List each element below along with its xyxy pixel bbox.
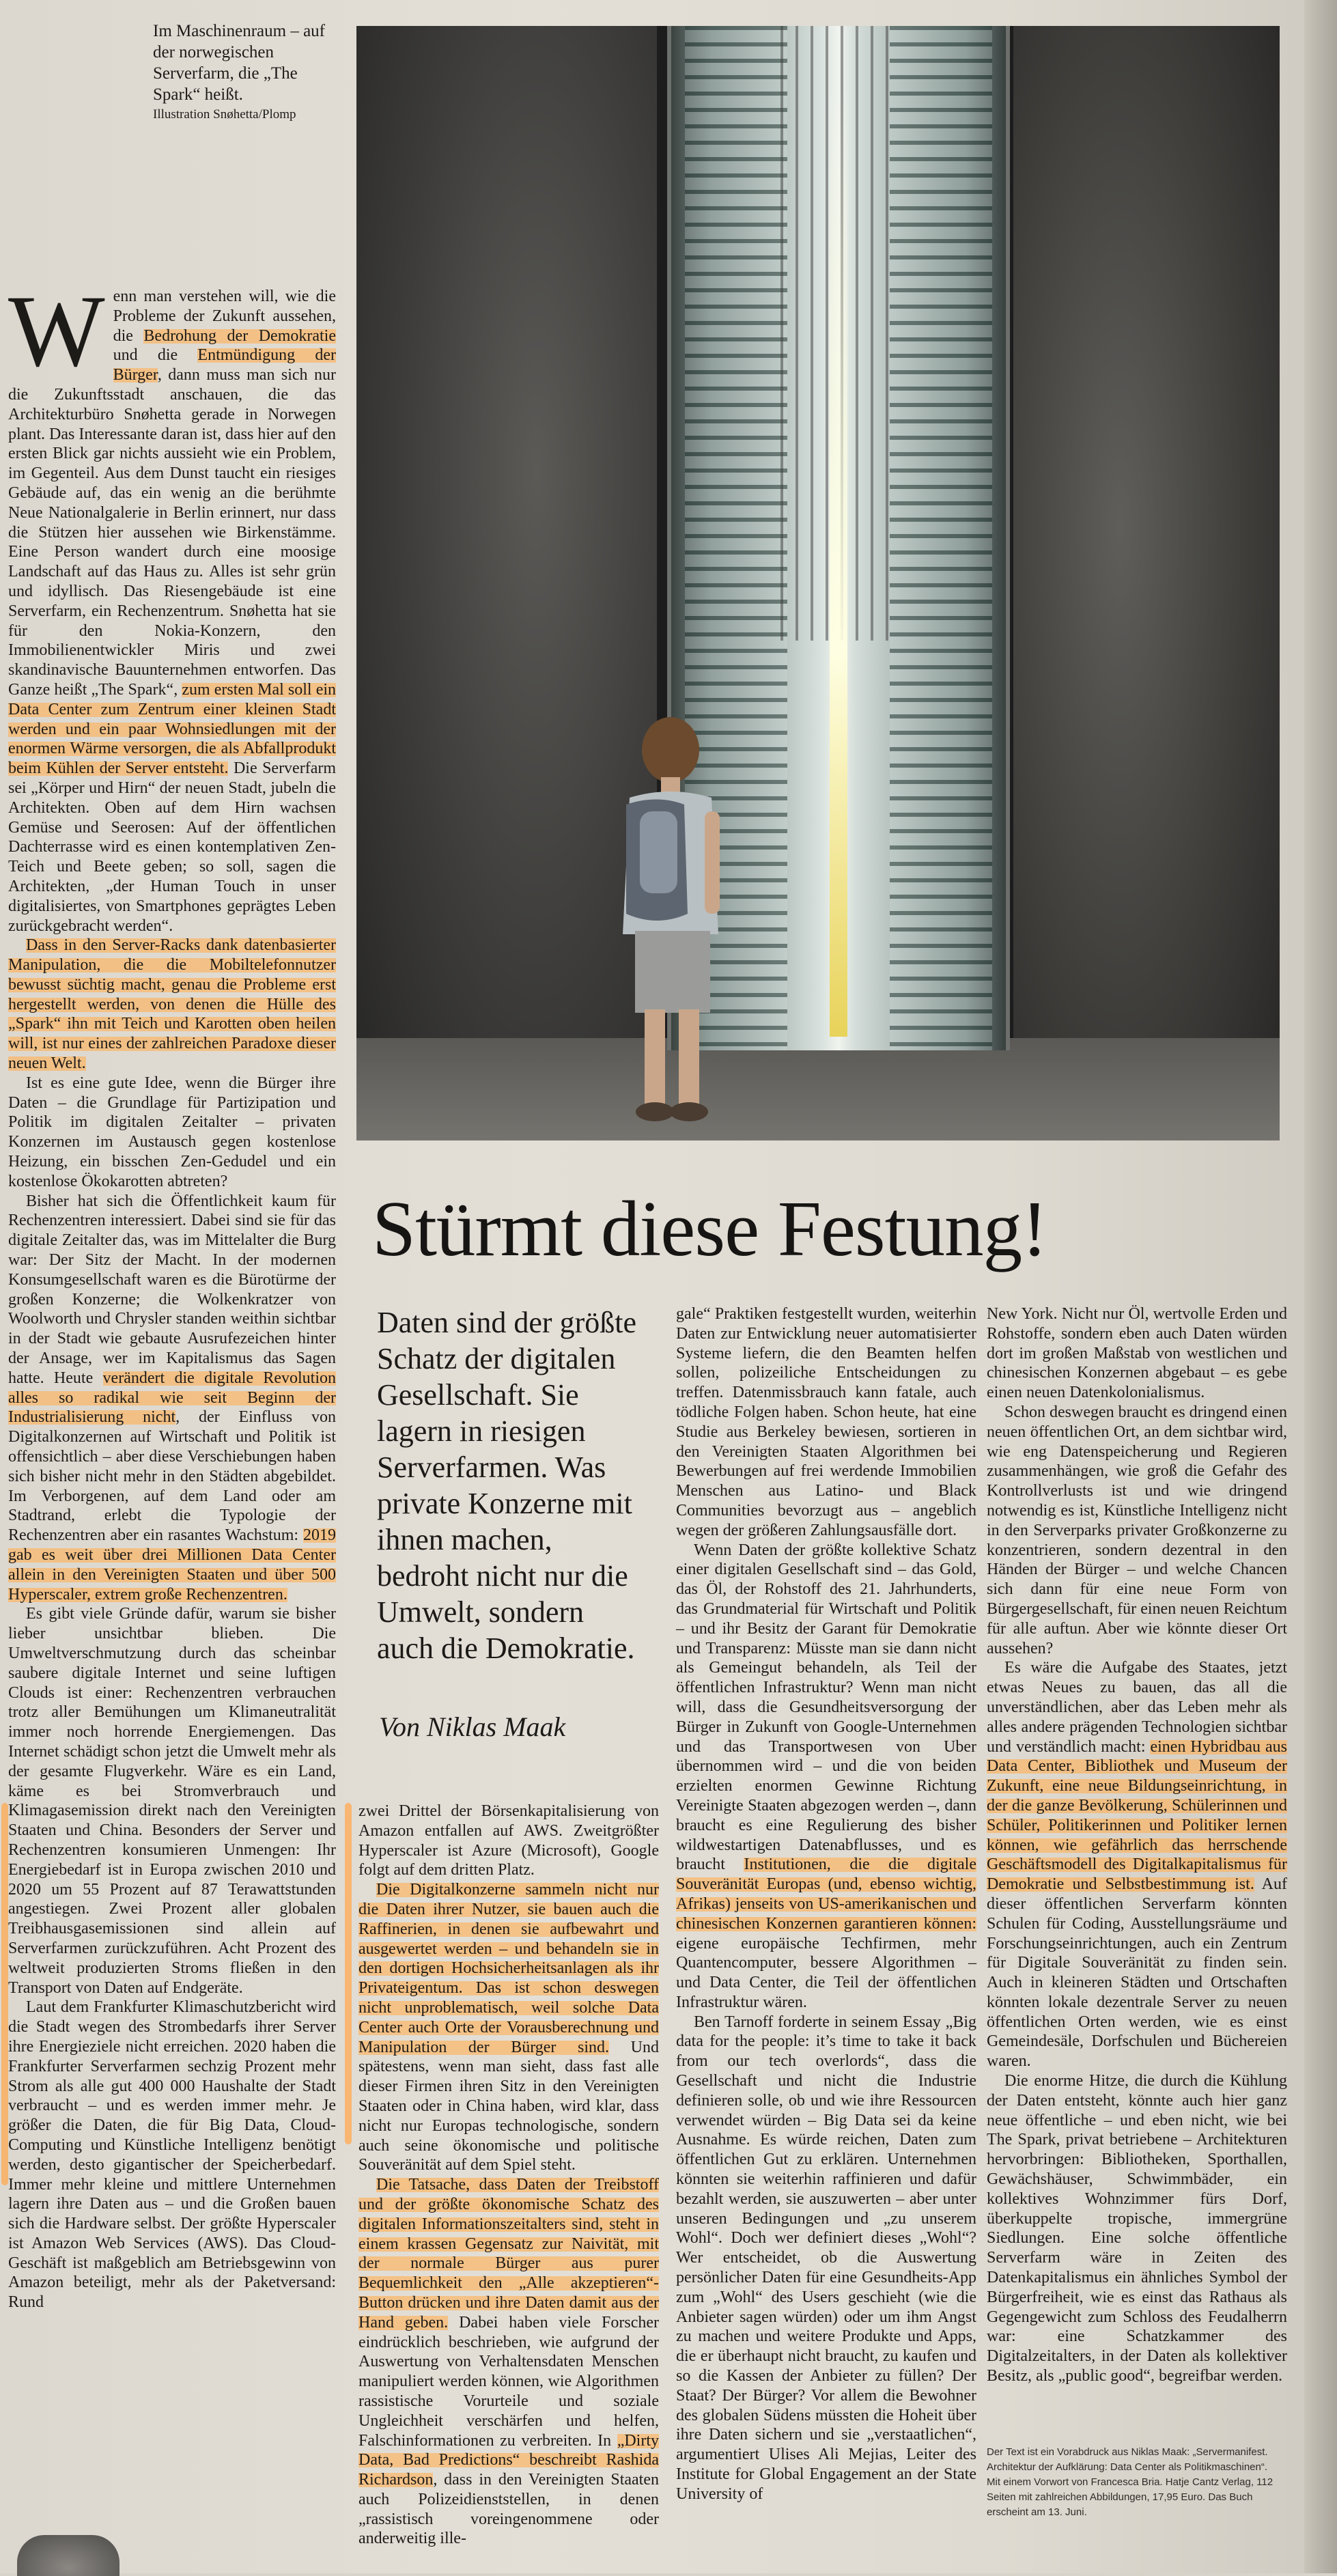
article-column-3: [676, 1304, 976, 2504]
book-footnote: Der Text ist ein Vorabdruck aus Niklas Maak: „Servermanifest. Architektur der Aufklärung: Data Center als Politikmaschinen“. Mit einem Vorwort von Francesca Bria. Hatje Cantz Verlag, 112 Seiten mit zahlreichen Abbildungen, 17,95 Euro. Das Buch erscheint am 13. Juni.: [987, 2446, 1273, 2518]
byline: Von Niklas Maak: [379, 1711, 566, 1742]
highlight: Institutionen, die die digitale Souveränität Europas (und, ebenso wichtig, Afrikas) jenseits von US-amerikanischen und chinesischen Konzernen garantieren können:: [676, 1856, 976, 1933]
headline: Stürmt diese Festung!: [372, 1186, 1047, 1272]
paragraph: Wenn man verstehen will, wie die Probleme der Zukunft aussehen, die Bedrohung der Demokratie und die Entmündigung der Bürger, dann muss man sich nur die Zukunftsstadt anschauen, die das Architekturbüro Snøhetta gerade in Norwegen plant. Das Interessante daran ist, dass hier auf den ersten Blick gar nichts aussieht wie ein Problem, im Gegenteil. Aus dem Dunst taucht ein riesiges Gebäude auf, das ein wenig an die berühmte Neue Nationalgalerie in Berlin erinnert, nur dass die Stützen hier aussehen wie Birkenstämme. Eine Person wandert durch eine moosige Landschaft auf das Haus zu. Alles ist sehr grün und idyllisch. Das Riesengebäude ist eine Serverfarm, ein Rechenzentrum. Snøhetta hat sie für den Nokia-Konzern, den Immobilienentwickler Miris und zwei skandinavische Bauunternehmen entworfen. Das Ganze heißt „The Spark“, zum ersten Mal soll ein Data Center zum Zentrum einer kleinen Stadt werden und ein paar Wohnsiedlungen mit der enormen Wärme versorgen, die als Abfallprodukt beim Kühlen der Server entsteht. Die Serverfarm sei „Körper und Hirn“ der neuen Stadt, jubeln die Architekten. Oben auf dem Hirn wachsen Gemüse und Seerosen: Auf der öffentlichen Dachterrasse wird es einen kontemplativen Zen-Teich und Beete geben; so soll, sagen die Architekten, „der Human Touch in unser digitalisiertes, von Smartphones geprägtes Leben zurückgebracht werden“.: [8, 275, 337, 935]
paragraph: Bisher hat sich die Öffentlichkeit kaum für Rechenzentren interessiert. Dabei sind sie für das digitale Zeitalter das, was im Mittelalter die Burg war: Der Sitz der Macht. In der modernen Konsumgesellschaft waren es die Bürotürme der großen Konzerne; die Wolkenkratzer von Woolworth und Chrysler standen weithin sichtbar in der Stadt wie gebaute Ausrufezeichen hinter der Ansage, wer im Kapitalismus das Sagen hatte. Heute verändert die digitale Revolution alles so radikal wie seit Beginn der Industrialisierung nicht, der Einfluss von Digitalkonzernen auf Wirtschaft und Politik ist offensichtlich – aber diese Verschiebungen haben sich bisher nicht mehr in den Städten abgebildet. Im Verborgenen, auf dem Land oder am Stadtrand, erlebt die Typologie der Rechenzentren aber ein rasantes Wachstum: 2019 gab es weit über drei Millionen Data Center allein in den Vereinigten Staaten und über 500 Hyperscaler, extrem große Rechenzentren.: [8, 1192, 336, 1604]
caption-credit: Illustration Snøhetta/Plomp: [153, 107, 296, 122]
paragraph: Ist es eine gute Idee, wenn die Bürger ihre Daten – die Grundlage für Partizipation und Politik im digitalen Zeitalter – privaten Konzernen im Austausch gegen kostenlose Heizung, ein bisschen Zen-Gedudel und ein kostenlose Ökokarotten abtreten?: [8, 1074, 336, 1190]
paragraph: Es wäre die Aufgabe des Staates, jetzt etwas Neues zu bauen, das all die unverständlichen, aber das Leben mehr als alles andere prägenden Technologien sichtbar und verständlich macht: einen Hybridbau aus Data Center, Bibliothek und Museum der Zukunft, eine neue Bildungseinrichtung, in der die ganze Bevölkerung, Schülerinnen und Schüler, Politikerinnen und Politiker lernen können, wie gefährlich das herrschende Geschäftsmodell des Digitalkapitalismus für Demokratie und Selbstbestimmung ist. Auf dieser öffentlichen Serverfarm könnten Schulen für Coding, Ausstellungsräume und Forschungseinrichtungen, auch ein Zentrum für Digitale Souveränität zu finden sein. Auch in kleineren Städten und Ortschaften könnten lokale dezentrale Server zu neuen öffentlichen Orten werden, wie es einst Gemeindesäle, Dorfschulen und Büchereien waren.: [987, 1659, 1288, 2071]
highlight: verändert die digitale Revolution alles so radikal wie seit Beginn der Industrialisierung nicht: [8, 1369, 336, 1427]
paragraph: zwei Drittel der Börsenkapitalisierung von Amazon entfallen auf AWS. Zweitgrößter Hyperscaler ist Azure (Microsoft), Google folgt auf dem dritten Platz.: [358, 1802, 659, 1879]
article-column-1: [8, 275, 337, 2561]
paragraph: Wenn Daten der größte kollektive Schatz einer digitalen Gesellschaft sind – das Gold, das Öl, der Rohstoff des 21. Jahrhunderts, das Grundmaterial für Wirtschaft und Politik – und ihr Besitz der Garant für Demokratie und Transparenz: Müsste man sie dann nicht als Gemeingut behandeln, als Teil der öffentlichen Infrastruktur? Wenn man nicht will, dass die Gesundheitsversorgung der Bürger in Zukunft von Google-Unternehmen und das Transportwesen von Uber übernommen wird – und die von beiden erzielten enormen Gewinne Richtung Vereinigte Staaten abgezogen werden –, dann braucht es eine Regulierung des bisher wildwestartigen Datenabflusses, und es braucht Institutionen, die die digitale Souveränität Europas (und, ebenso wichtig, Afrikas) jenseits von US-amerikanischen und chinesischen Konzernen garantieren können: eigene europäische Techfirmen, mehr Quantencomputer, bessere Algorithmen – und Data Center, die Teil der öffentlichen Infrastruktur wären.: [676, 1541, 976, 2011]
article-column-4: [987, 1304, 1287, 2386]
server-rack-right: [890, 26, 992, 1050]
paragraph: Schon deswegen braucht es dringend einen neuen öffentlichen Ort, an dem sichtbar wird, wie eng Datenspeicherung und Regieren zusammenhängen, wie groß die Gefahr des Kontrollverlusts ist und wie dringend notwendig es ist, Künstliche Intelligenz nicht in den Serverparks privater Großkonzerne zu konzentrieren, sondern dezentral in den Händen der Bürger – und welche Chancen sich dann für eine neue Form von Bürgergesellschaft, für einen neuen Reichtum für alle auftun. Aber wie könnte dieser Ort aussehen?: [987, 1403, 1287, 1657]
highlight: Die Tatsache, dass Daten der Treibstoff und der größte ökonomische Schatz des digitalen Informationszeitalters sind, steht in einem krassen Gegensatz zur Naivität, mit der normale Bürger aus purer Bequemlichkeit den „Alle akzeptieren“-Button drücken und ihre Daten damit aus der Hand geben.: [358, 2176, 659, 2332]
adjacent-page-edge: [1304, 0, 1337, 2573]
concrete-wall-right: [1013, 26, 1280, 1140]
paragraph: Es gibt viele Gründe dafür, warum sie bisher lieber unsichtbar blieben. Die Umweltverschmutzung durch das scheinbar saubere digitale Internet und seine luftigen Clouds ist einer: Rechenzentren verbrauchen trotz aller Bemühungen um Klimaneutralität immer noch horrende Energiemengen. Das Internet schädigt schon jetzt die Umwelt mehr als der gesamte Flugverkehr. Wäre es ein Land, käme es bei Stromverbrauch und Klimagasemission direkt nach den Vereinigten Staaten und China. Besonders der Server und Rechenzentren konsumieren Unmengen: Ihr Energiebedarf ist in Europa zwischen 2010 und 2020 um 55 Prozent auf 87 Terawattstunden angestiegen. Zwei Prozent aller globalen Treibhausgasemissionen sind allein auf Serverfarmen zurückzuführen. Acht Prozent des weltweit produzierten Stroms fließen in den Transport von Daten auf Endgeräte.: [8, 1605, 336, 1997]
standfirst: Daten sind der größte Schatz der digitalen Gesellschaft. Sie lagern in riesigen Serverfarmen. Was private Konzerne mit ihnen machen, bedroht nicht nur die Umwelt, sondern auch die Demokratie.: [377, 1306, 636, 1665]
paragraph: Ben Tarnoff forderte in seinem Essay „Big data for the people: it’s time to take it back from our tech overlords“, dass die Gesellschaft und nicht die Industrie definieren solle, ob und wie ihre Ressourcen verwendet würden – Big Data sei da keine Ausnahme. Es würde reichen, Daten zum öffentlichen Gut zu erklären. Unternehmen könnten sie weiterhin raffinieren und dafür bezahlt werden, sie auszuwerten – aber unter unseren Bedingungen und „zu unserem Wohl“. Doch wer definiert dieses „Wohl“? Wer entscheidet, ob die Auswertung persönlicher Daten für eine Gesundheits-App zum „Wohl“ des Users geschieht (wie die Anbieter sagen würden) oder um ihm Angst zu machen und weitere Produkte und Apps, die er überhaupt nicht braucht, zu kaufen und so die Kassen der Anbieter zu füllen? Der Staat? Der Bürger? Vor allem die Bewohner des globalen Südens müssten die Hoheit über ihre Daten sichern und sie „verstaatlichen“, argumentiert Ulises Ali Mejias, Leiter des Institute for Global Engagement an der State University of: [676, 2013, 976, 2503]
serverfarm-illustration: [356, 26, 1280, 1140]
article-column-2: [358, 1802, 659, 2549]
margin-marker: [1, 1803, 8, 2185]
paragraph: gale“ Praktiken festgestellt wurden, weiterhin Daten zur Entwicklung neuer automatisierter Systeme liefern, die den Beamten helfen sollen, polizeiliche Entscheidungen zu treffen. Datenmissbrauch kann fatale, auch tödliche Folgen haben. Schon heute, hat eine Studie aus Berkeley bewiesen, sortieren in den Vereinigten Staaten Algorithmen bei Bewerbungen auf frei werdende Immobilien Menschen aus Latino- und Black Communities bevorzugt aus – angeblich wegen der größeren Zahlungsausfälle dort.: [676, 1305, 976, 1539]
paragraph: Die Tatsache, dass Daten der Treibstoff und der größte ökonomische Schatz des digitalen Informationszeitalters sind, steht in einem krassen Gegensatz zur Naivität, mit der normale Bürger aus purer Bequemlichkeit den „Alle akzeptieren“-Button drücken und ihre Daten damit aus der Hand geben. Dabei haben viele Forscher eindrücklich beschrieben, wie aufgrund der Auswertung von Verhaltensdaten Menschen manipuliert werden können, wie Algorithmen rassistische Vorurteile und soziale Ungleichheit verschärfen und helfen, Falschinformationen zu verbreiten. In „Dirty Data, Bad Predictions“ beschreibt Rashida Richardson, dass in den Vereinigten Staaten auch Polizeidienststellen, in denen „rassistisch voreingenommene oder anderweitig ille-: [358, 2176, 659, 2548]
highlight: Entmündigung der Bürger: [113, 346, 336, 384]
caption-text: Im Maschinenraum – auf der norwegischen Serverfarm, die „The Spark“ heißt.: [153, 22, 326, 104]
child-figure: [602, 709, 739, 1132]
highlight: 2019 gab es weit über drei Millionen Data Center allein in den Vereinigten Staaten und über 500 Hyperscaler, extrem große Rechenzentren.: [8, 1526, 336, 1604]
paragraph: Laut dem Frankfurter Klimaschutzbericht wird die Stadt wegen des Strombedarfs ihrer Server ihre Energieziele nicht erreichen. 2020 haben die Frankfurter Serverfarmen sechzig Prozent mehr Strom als alle gut 400 000 Haushalte der Stadt verbraucht – und es werden immer mehr. Je größer die Daten, die für Big Data, Cloud-Computing und Künstliche Intelligenz benötigt werden, desto gigantischer der Speicherbedarf. Immer mehr kleine und mittlere Unternehmen lagern ihre Daten aus – und die Großen bauen sich die Hardware selbst. Der größte Hyperscaler ist Amazon Web Services (AWS). Das Cloud-Geschäft ist maßgeblich am Betriebsgewinn von Amazon beteiligt, mehr als der Paketversand: Rund: [8, 1998, 336, 2312]
highlight: Die Digitalkonzerne sammeln nicht nur die Daten ihrer Nutzer, sie bauen auch die Raffinerien, in denen sie aufbewahrt und ausgewertet werden – und behandeln sie in den dortigen Hochsicherheitsanlagen als ihr Privateigentum. Das ist schon deswegen nicht unproblematisch, weil solche Data Center auch Orte der Vorausberechnung und Manipulation der Bürger sind.: [358, 1881, 659, 2056]
margin-marker: [345, 1803, 352, 2144]
highlight: Dass in den Server-Racks dank datenbasierter Manipulation, die die Mobiltelefonnutzer bewusst süchtig macht, genau die Probleme erst hergestellt werden, von denen die Hülle des „Spark“ ihn mit Teich und Karotten oben heilen will, ist nur eines der zahlreichen Paradoxe dieser neuen Welt.: [8, 936, 336, 1073]
drop-cap: W: [8, 275, 105, 388]
image-caption: [153, 20, 330, 123]
highlight: zum ersten Mal soll ein Data Center zum Zentrum einer kleinen Stadt werden und ein paar Wohnsiedlungen mit der enormen Wärme versorgen, die als Abfallprodukt beim Kühlen der Server entsteht.: [8, 680, 337, 778]
corridor-light: [830, 81, 847, 1037]
highlight: „Dirty Data, Bad Predictions“ beschreibt Rashida Richardson: [358, 2431, 659, 2489]
paragraph: [8, 936, 336, 1074]
paragraph: Die enorme Hitze, die durch die Kühlung der Daten entsteht, könnte auch hier ganz neue öffentliche – und eben nicht, wie bei The Spark, privat betriebene – Architekturen hervorbringen: Bibliotheken, Sporthallen, Gewächshäuser, Schwimmbäder, ein kollektives Wohnzimmer fürs Dorf, überkuppelte tropische, immergrüne Siedlungen. Eine solche öffentliche Serverfarm wäre in Zeiten des Datenkapitalismus ein ähnliches Symbol der Bürgerfreiheit, wie es einst das Rathaus als Gegengewicht zum Schloss des Feudalherrn war: eine Schatzkammer des Digitalzeitalters, in der Daten als kollektiver Besitz, als „public good“, begreifbar werden.: [987, 2072, 1287, 2385]
highlight: Bedrohung der Demokratie: [143, 326, 336, 345]
highlight: einen Hybridbau aus Data Center, Bibliothek und Museum der Zukunft, eine neue Bildungseinrichtung, in der die ganze Bevölkerung, Schülerinnen und Schüler, Politikerinnen und Politiker lernen können, wie gefährlich das herrschende Geschäftsmodell des Digitalkapitalismus für Demokratie und Selbstbestimmung ist.: [987, 1737, 1288, 1894]
paragraph: Die Digitalkonzerne sammeln nicht nur die Daten ihrer Nutzer, sie bauen auch die Raffinerien, in denen sie aufbewahrt und ausgewertet werden – und behandeln sie in den dortigen Hochsicherheitsanlagen als ihr Privateigentum. Das ist schon deswegen nicht unproblematisch, weil solche Data Center auch Orte der Vorausberechnung und Manipulation der Bürger sind. Und spätestens, wenn man sieht, dass fast alle dieser Firmen ihren Sitz in den Vereinigten Staaten oder in China haben, wird klar, dass nicht nur Europas technologische, sondern auch seine ökonomische und politische Souveränität auf dem Spiel steht.: [358, 1881, 659, 2174]
floor: [356, 1038, 1280, 1140]
paragraph: New York. Nicht nur Öl, wertvolle Erden und Rohstoffe, sondern eben auch Daten würden dort im großen Maßstab von westlichen und chinesischen Konzernen abgebaut – es gebe einen neuen Datenkolonialismus.: [987, 1305, 1287, 1402]
paper-clip-shadow: [17, 2535, 119, 2576]
